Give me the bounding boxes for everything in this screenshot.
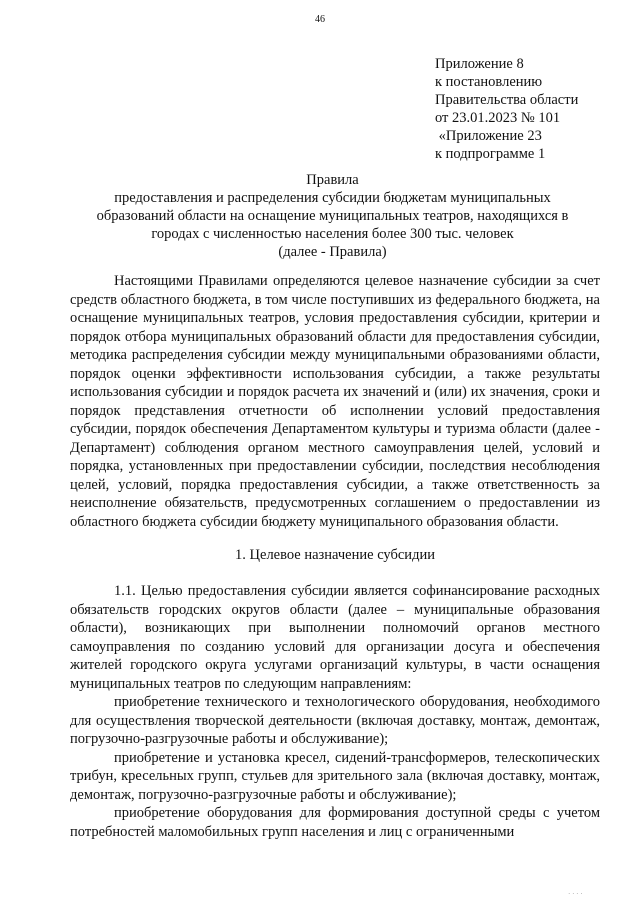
scan-artifact: · · · · [568, 890, 583, 898]
page-number: 46 [315, 14, 325, 25]
title-short-name: (далее - Правила) [278, 244, 387, 260]
appendix-line: к постановлению [435, 74, 543, 90]
document-title [70, 171, 595, 261]
appendix-line: Правительства области [435, 92, 579, 108]
section-heading: 1. Целевое назначение субсидии [235, 547, 435, 563]
intro-section [70, 272, 600, 531]
appendix-line: Приложение 8 [435, 56, 524, 72]
appendix-line: к подпрограмме 1 [435, 146, 546, 162]
section-1-body [70, 582, 600, 841]
section-paragraph: 1.1. Целью предоставления субсидии является софинансирование расходных обязательств городских округов области (далее – муниципальные образования области), возникающих при выполнении полномочий органов местного самоуправления по созданию условий для организации досуга и обеспечения жителей городского округа услугами организаций культуры, в части оснащения муниципальных театров по следующим направлениям: [70, 583, 600, 692]
appendix-line: от 23.01.2023 № 101 [435, 110, 561, 126]
section-paragraph: приобретение и установка кресел, сидений-трансформеров, телескопических трибун, кресельных групп, стульев для зрительного зала (включая доставку, монтаж, демонтаж, погрузочно-разгрузочные работы и обслуживание); [70, 749, 600, 803]
appendix-reference [435, 55, 635, 163]
section-paragraph: приобретение оборудования для формирования доступной среды с учетом потребностей маломобильных групп населения и лиц с ограниченными [70, 805, 600, 840]
intro-paragraph: Настоящими Правилами определяются целевое назначение субсидии за счет средств областного бюджета, в том числе поступивших из федерального бюджета, на оснащение муниципальных театров, условия предоставления субсидии, критерии и порядок отбора муниципальных образований области для предоставления субсидии, методика распределения субсидии между муниципальными образованиями области, порядок оценки эффективности использования субсидии, а также результаты использования субсидии и порядок расчета их значений и (или) их значения, сроки и порядок представления отчетности об исполнении условий предоставления субсидии, порядок обеспечения Департаментом культуры и туризма области (далее - Департамент) соблюдения органом местного самоуправления целей, условий и порядка, установленных при предоставлении субсидии, последствия несоблюдения целей, условий, порядка предоставления субсидии, а также ответственность за неисполнение обязательств, предусмотренных соглашением о предоставлении из областного бюджета субсидии бюджету муниципального образования области. [70, 273, 600, 530]
title-heading: Правила [306, 172, 359, 188]
section-paragraph: приобретение технического и технологического оборудования, необходимого для осуществления творческой деятельности (включая доставку, монтаж, демонтаж, погрузочно-разгрузочные работы и обслуживание); [70, 694, 600, 747]
title-subtitle: предоставления и распределения субсидии бюджетам муниципальных образований области на оснащение муниципальных театров, находящихся в городах с численностью населения более 300 тыс. человек [96, 190, 569, 242]
appendix-line: «Приложение 23 [435, 128, 542, 144]
